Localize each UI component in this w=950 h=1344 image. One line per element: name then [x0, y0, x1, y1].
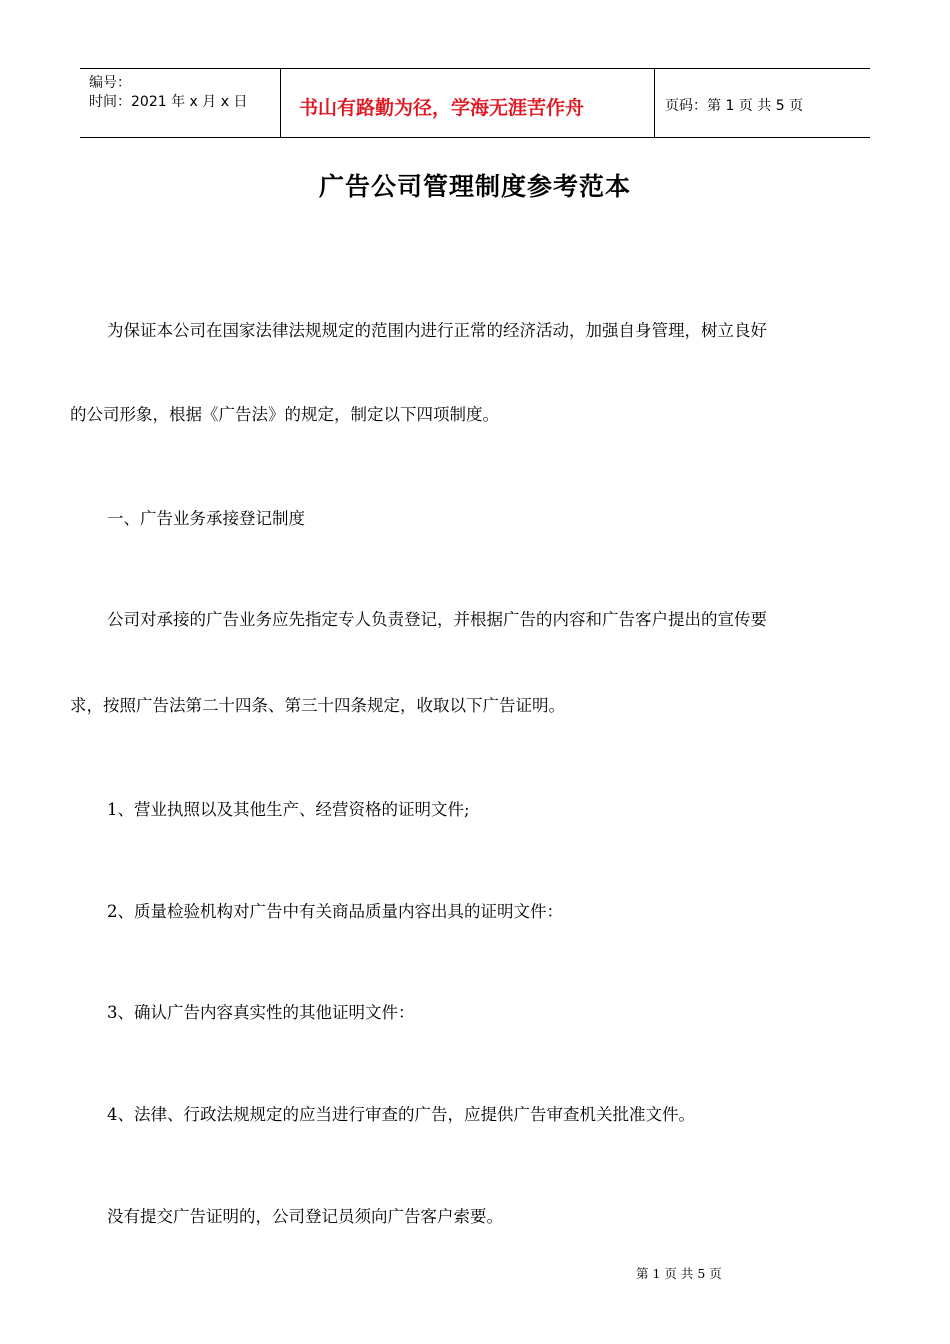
page-footer: 第 1 页 共 5 页 — [636, 1266, 722, 1281]
paragraph-1-line-1: 为保证本公司在国家法律法规规定的范围内进行正常的经济活动，加强自身管理，树立良好 — [107, 321, 767, 340]
paragraph-2-line-2: 求，按照广告法第二十四条、第三十四条规定，收取以下广告证明。 — [70, 696, 565, 715]
serial-number-label: 编号： — [89, 75, 131, 91]
header-page-cell — [655, 69, 870, 137]
list-item-2: 2、质量检验机构对广告中有关商品质量内容出具的证明文件： — [107, 902, 563, 921]
list-item-4: 4、法律、行政法规规定的应当进行审查的广告，应提供广告审查机关批准文件。 — [107, 1105, 695, 1124]
date-label: 时间：2021 年 x 月 x 日 — [89, 94, 248, 110]
document-title: 广告公司管理制度参考范本 — [318, 172, 631, 201]
paragraph-1-line-2: 的公司形象，根据《广告法》的规定，制定以下四项制度。 — [70, 405, 499, 424]
header-motto-cell — [281, 69, 655, 137]
list-item-1: 1、营业执照以及其他生产、经营资格的证明文件; — [107, 800, 470, 819]
document-header — [80, 68, 870, 138]
motto-text: 书山有路勤为径，学海无涯苦作舟 — [299, 97, 585, 119]
header-meta-cell — [80, 69, 281, 137]
list-item-3: 3、确认广告内容真实性的其他证明文件： — [107, 1003, 415, 1022]
page-number-label: 页码：第 1 页 共 5 页 — [665, 98, 804, 114]
paragraph-3: 没有提交广告证明的，公司登记员须向广告客户索要。 — [107, 1207, 503, 1226]
paragraph-2-line-1: 公司对承接的广告业务应先指定专人负责登记，并根据广告的内容和广告客户提出的宣传要 — [107, 610, 767, 629]
section-heading-1: 一、广告业务承接登记制度 — [107, 509, 305, 528]
